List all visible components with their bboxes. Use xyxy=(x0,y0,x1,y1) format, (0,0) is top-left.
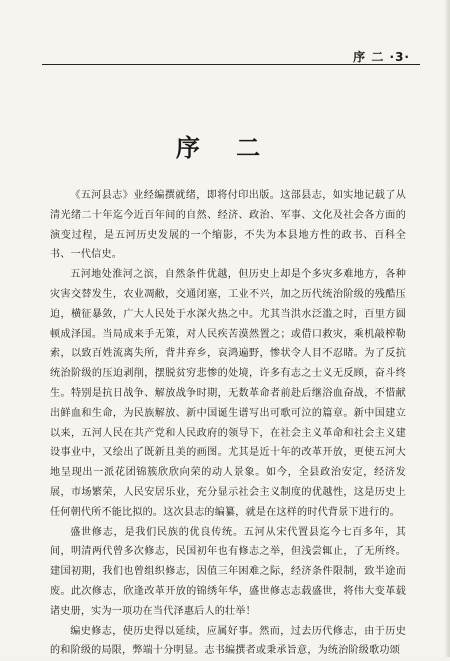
paragraph-2: 五河地处淮河之滨，自然条件优越，但历史上却是个多灾多难地方，各种灾害交替发生，农业凋敝，交通闭塞，工业不兴，加之历代统治阶级的残酷压迫，横征暴敛，广大人民处于水深火热之中。尤其当洪水泛滥之时，百里方圆顿成泽国。当局成来手无策，对人民疾苦漠然置之；或借口救灾，乘机敲榨勒索，以致百姓流离失所，背井弃乡，哀鸿遍野，惨状令人目不忍睹。为了反抗统治阶级的压迫剥削，摆脱贫穷悲惨的处境，许多有志之士义无反顾，奋斗终生。特别是抗日战争、解放战争时期，无数革命者前赴后继浴血奋战，不惜献出鲜血和生命，为民族解放、新中国诞生谱写出可歌可泣的篇章。新中国建立以来，五河人民在共产党和人民政府的领导下，在社会主义革命和社会主义建设事业中，又绘出了既新且美的画图。尤其是近十年的改革开放，更使五河大地呈现出一派花团锦簇欣欣向荣的动人景象。如今，全县政治安定，经济发展，市场繁荣，人民安居乐业，充分显示社会主义制度的优越性，这是历史上任何朝代所不能比拟的。这次县志的编纂，就是在这样的时代背景下进行的。 xyxy=(50,269,406,518)
page-title: 序 二 xyxy=(175,134,275,162)
body-text xyxy=(50,186,406,661)
running-head: 序 二 ·3· xyxy=(353,50,410,64)
header-rule xyxy=(42,64,420,65)
page-edge-shadow xyxy=(444,0,450,657)
paragraph-1: 《五河县志》业经编撰就绪，即将付印出版。这部县志，如实地记载了从清光绪二十年迄今近百年间的自然、经济、政治、军事、文化及社会各方面的演变过程，是五河历史发展的一个缩影，不失为本县地方性的政书、百科全书、一代信史。 xyxy=(50,190,406,261)
paragraph-3: 盛世修志，是我们民族的优良传统。五河从宋代置县迄今七百多年，其间，明清两代曾多次修志，民国初年也有修志之举，但浅尝辄止，了无所终。建国初期，我们也曾组织修志，因值三年困难之际，经济条件限制，致半途而废。此次修志，欣逢改革开放的锦绣年华，盛世修志志载盛世，将伟大变革载诸史册，实为一项功在当代泽惠后人的壮举！ xyxy=(50,526,406,617)
paragraph-4: 编史修志，使历史得以延续，应属好事。然而，过去历代修志，由于历史的和阶级的局限，弊端十分明显。志书编撰者或秉承旨意，为统治阶级歌功颂 xyxy=(50,625,406,657)
